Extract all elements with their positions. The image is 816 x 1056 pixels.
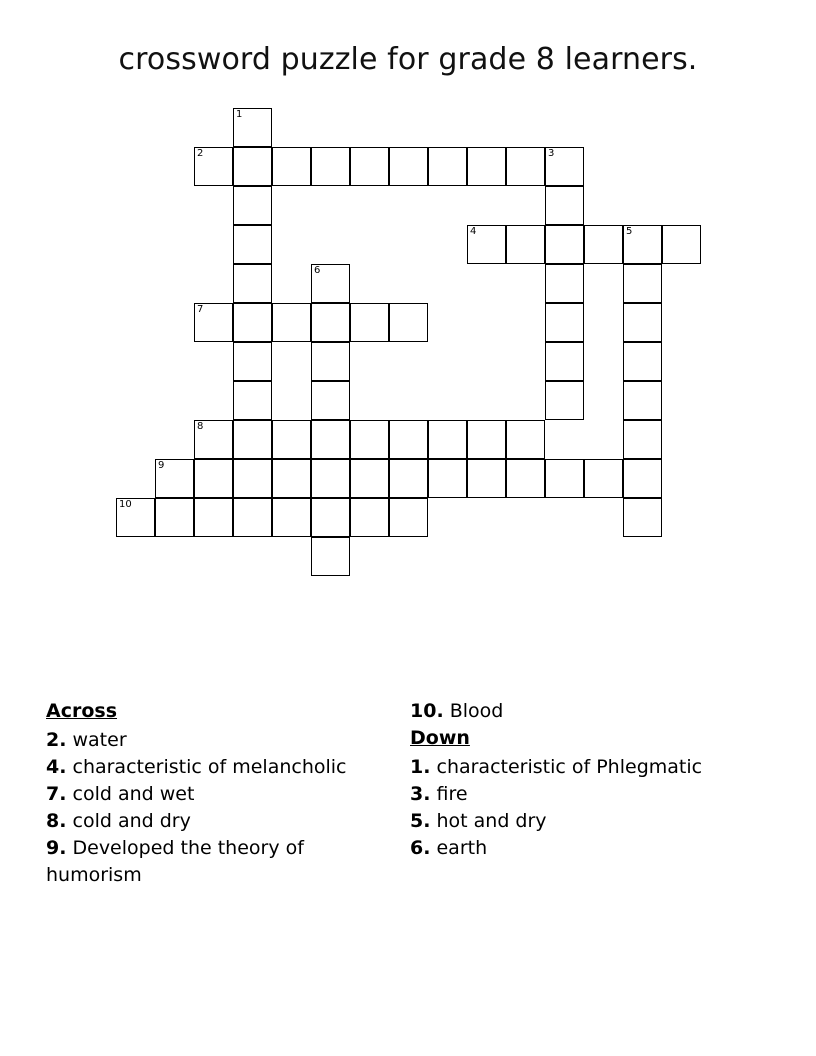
clue-number: 5. xyxy=(410,810,431,832)
grid-cell[interactable] xyxy=(428,459,467,498)
cell-number: 5 xyxy=(626,226,633,237)
clue-text: cold and wet xyxy=(66,783,195,805)
grid-cell[interactable] xyxy=(233,498,272,537)
clue-text: characteristic of melancholic xyxy=(66,756,347,778)
clue-text: characteristic of Phlegmatic xyxy=(430,756,703,778)
grid-cell[interactable] xyxy=(233,147,272,186)
grid-cell[interactable] xyxy=(623,303,662,342)
grid-cell[interactable] xyxy=(350,420,389,459)
grid-cell[interactable] xyxy=(311,459,350,498)
grid-cell[interactable] xyxy=(233,459,272,498)
grid-cell[interactable] xyxy=(233,264,272,303)
clue-item xyxy=(46,781,391,808)
clue-number: 2. xyxy=(46,729,67,751)
down-clue-list xyxy=(410,754,780,862)
grid-cell[interactable] xyxy=(545,147,584,186)
grid-cell[interactable] xyxy=(311,420,350,459)
grid-cell[interactable] xyxy=(311,498,350,537)
cell-number: 8 xyxy=(197,421,204,432)
grid-cell[interactable] xyxy=(194,459,233,498)
clue-text: cold and dry xyxy=(66,810,191,832)
grid-cell[interactable] xyxy=(545,303,584,342)
clue-number: 3. xyxy=(410,783,431,805)
cell-number: 10 xyxy=(119,499,132,510)
grid-cell[interactable] xyxy=(467,147,506,186)
clue-item xyxy=(410,835,780,862)
grid-cell[interactable] xyxy=(584,225,623,264)
grid-cell[interactable] xyxy=(233,303,272,342)
grid-cell[interactable] xyxy=(272,420,311,459)
grid-cell[interactable] xyxy=(194,303,233,342)
cell-number: 3 xyxy=(548,148,555,159)
grid-cell[interactable] xyxy=(467,459,506,498)
clue-text: water xyxy=(66,729,127,751)
grid-cell[interactable] xyxy=(350,147,389,186)
grid-cell[interactable] xyxy=(623,264,662,303)
clue-number: 9. xyxy=(46,837,67,859)
grid-cell[interactable] xyxy=(311,264,350,303)
clue-item xyxy=(46,727,391,754)
grid-cell[interactable] xyxy=(350,498,389,537)
grid-cell[interactable] xyxy=(350,459,389,498)
grid-cell[interactable] xyxy=(155,459,194,498)
clue-item xyxy=(410,781,780,808)
grid-cell[interactable] xyxy=(506,459,545,498)
grid-cell[interactable] xyxy=(311,342,350,381)
clue-text: fire xyxy=(430,783,468,805)
clue-number: 8. xyxy=(46,810,67,832)
grid-cell[interactable] xyxy=(389,147,428,186)
grid-cell[interactable] xyxy=(194,498,233,537)
grid-cell[interactable] xyxy=(545,225,584,264)
grid-cell[interactable] xyxy=(311,303,350,342)
grid-cell[interactable] xyxy=(272,147,311,186)
grid-cell[interactable] xyxy=(389,303,428,342)
cell-number: 6 xyxy=(314,265,321,276)
clue-item xyxy=(46,754,391,781)
grid-cell[interactable] xyxy=(623,420,662,459)
grid-cell[interactable] xyxy=(623,459,662,498)
grid-cell[interactable] xyxy=(545,459,584,498)
clue-item xyxy=(46,808,391,835)
clue-item xyxy=(410,698,780,725)
grid-cell[interactable] xyxy=(545,342,584,381)
grid-cell[interactable] xyxy=(233,420,272,459)
grid-cell[interactable] xyxy=(506,225,545,264)
grid-cell[interactable] xyxy=(662,225,701,264)
clue-number: 4. xyxy=(46,756,67,778)
grid-cell[interactable] xyxy=(623,381,662,420)
cell-number: 4 xyxy=(470,226,477,237)
grid-cell[interactable] xyxy=(467,420,506,459)
clue-text: hot and dry xyxy=(430,810,547,832)
across-clue-list-continued xyxy=(410,698,780,725)
clue-number: 1. xyxy=(410,756,431,778)
across-clue-list xyxy=(46,727,391,889)
grid-cell[interactable] xyxy=(506,420,545,459)
grid-cell[interactable] xyxy=(545,186,584,225)
grid-cell[interactable] xyxy=(545,264,584,303)
grid-cell[interactable] xyxy=(545,381,584,420)
grid-cell[interactable] xyxy=(272,498,311,537)
cell-number: 9 xyxy=(158,460,165,471)
down-heading: Down xyxy=(410,727,470,749)
grid-cell[interactable] xyxy=(350,303,389,342)
grid-cell[interactable] xyxy=(233,108,272,147)
clue-number: 7. xyxy=(46,783,67,805)
grid-cell[interactable] xyxy=(311,537,350,576)
grid-cell[interactable] xyxy=(233,381,272,420)
clue-number: 10. xyxy=(410,700,444,722)
grid-cell[interactable] xyxy=(467,225,506,264)
clue-item xyxy=(410,808,780,835)
grid-cell[interactable] xyxy=(623,225,662,264)
grid-cell[interactable] xyxy=(428,420,467,459)
clues-column-right xyxy=(410,698,780,862)
clue-text: Developed the theory of humorism xyxy=(46,837,304,886)
across-heading: Across xyxy=(46,700,118,722)
grid-cell[interactable] xyxy=(311,381,350,420)
grid-cell[interactable] xyxy=(428,147,467,186)
clue-number: 6. xyxy=(410,837,431,859)
grid-cell[interactable] xyxy=(194,420,233,459)
grid-cell[interactable] xyxy=(194,147,233,186)
cell-number: 1 xyxy=(236,109,243,120)
grid-cell[interactable] xyxy=(389,420,428,459)
cell-number: 2 xyxy=(197,148,204,159)
clue-text: earth xyxy=(430,837,488,859)
clues-column-left xyxy=(46,698,391,889)
grid-cell[interactable] xyxy=(116,498,155,537)
grid-cell[interactable] xyxy=(506,147,545,186)
grid-cell[interactable] xyxy=(233,225,272,264)
grid-cell[interactable] xyxy=(233,186,272,225)
grid-cell[interactable] xyxy=(623,342,662,381)
grid-cell[interactable] xyxy=(389,498,428,537)
grid-cell[interactable] xyxy=(233,342,272,381)
grid-cell[interactable] xyxy=(155,498,194,537)
page-title: crossword puzzle for grade 8 learners. xyxy=(118,42,698,77)
grid-cell[interactable] xyxy=(272,303,311,342)
grid-cell[interactable] xyxy=(311,147,350,186)
grid-cell[interactable] xyxy=(389,459,428,498)
clue-text: Blood xyxy=(443,700,504,722)
grid-cell[interactable] xyxy=(584,459,623,498)
cell-number: 7 xyxy=(197,304,204,315)
grid-cell[interactable] xyxy=(623,498,662,537)
clue-item xyxy=(46,835,391,889)
clues-section xyxy=(0,698,816,1038)
clue-item xyxy=(410,754,780,781)
grid-cell[interactable] xyxy=(272,459,311,498)
